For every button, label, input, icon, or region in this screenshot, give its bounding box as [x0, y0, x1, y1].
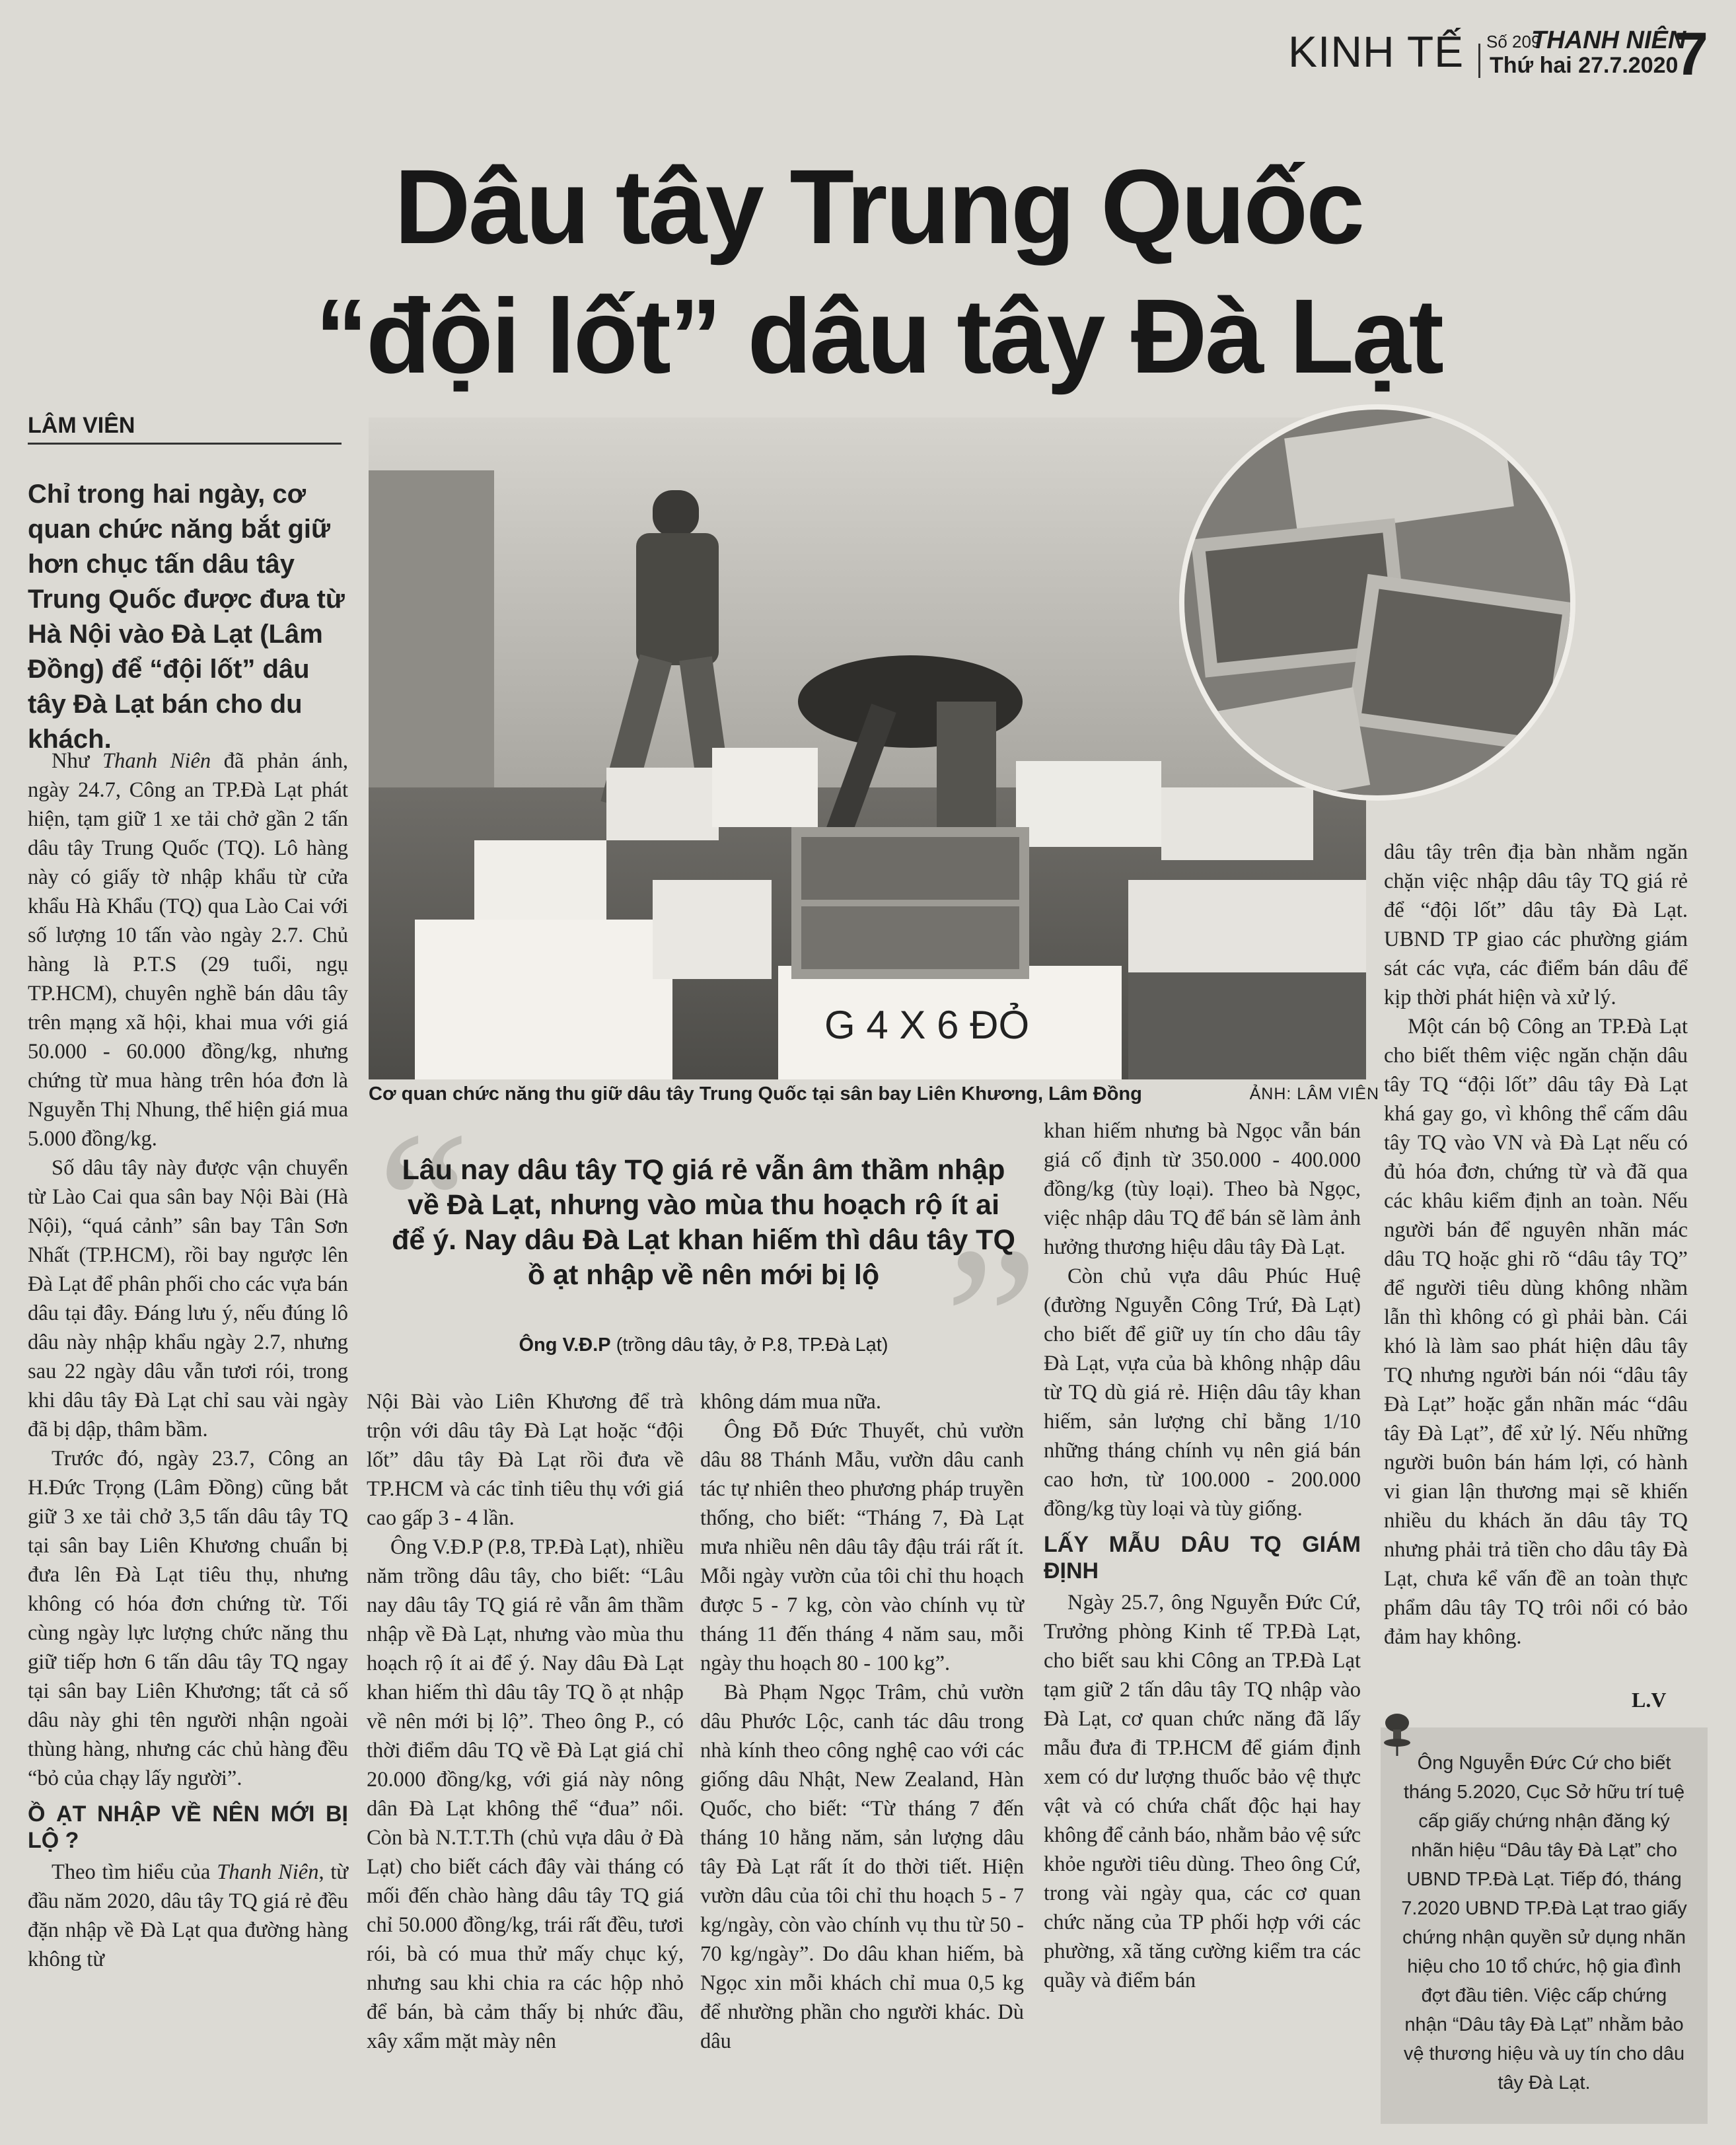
attribution-role: (trồng dâu tây, ở P.8, TP.Đà Lạt)	[616, 1334, 888, 1356]
photo-credit: ẢNH: LÂM VIÊN	[1249, 1085, 1379, 1103]
paragraph: Ngày 25.7, ông Nguyễn Đức Cứ, Trưởng phòng Kinh tế TP.Đà Lạt, cho biết sau khi Công an TP.Đà Lạt tạm giữ 2 tấn dâu tây TQ nhập vào Đà Lạt, cơ quan chức năng đã lấy mẫu đưa đi TP.HCM để giám định xem có dư lượng thuốc bảo vệ thực vật và có chứa chất độc hại hay không để cảnh báo, nhằm bảo vệ sức khỏe người tiêu dùng. Theo ông Cứ, trong vài ngày qua, các cơ quan chức năng của TP phối hợp với các phường, xã tăng cường kiểm tra các quầy và điểm bán	[1044, 1591, 1361, 1992]
push-pin-icon	[1377, 1711, 1417, 1757]
paragraph: dâu tây trên địa bàn nhằm ngăn chặn việc nhập dâu tây TQ giá rẻ để “đội lốt” dâu tây Đà Lạt. UBND TP giao các phường giám sát các vựa, các điểm bán dâu để kịp thời phát hiện và xử lý.	[1384, 840, 1688, 1009]
paragraph: Trước đó, ngày 23.7, Công an H.Đức Trọng (Lâm Đồng) cũng bắt giữ 3 xe tải chở 3,5 tấn dâu tây TQ tại sân bay Liên Khương chuẩn bị đưa lên Đà Lạt tiêu thụ, nhưng không có hóa đơn chứng từ. Tối cùng ngày lực lượng chức năng thu giữ tiếp hơn 6 tấn dâu tây TQ ngay tại sân bay Liên Khương; tất cả số dâu này ghi tên người nhận ngoài thùng hàng, nhưng các chủ hàng đều “bỏ của chạy lấy người”.	[28, 1447, 348, 1790]
paragraph: Ông Đỗ Đức Thuyết, chủ vườn dâu 88 Thánh Mẫu, vườn dâu canh tác tự nhiên theo phương pháp truyền thống, cho biết: “Tháng 7, Đà Lạt mưa nhiều nên dâu tây đậu trái rất ít. Mỗi ngày vườn của tôi chỉ thu hoạch được 5 - 7 kg, còn vào chính vụ từ tháng 11 đến tháng 4 năm sau, mỗi ngày thu hoạch 80 - 100 kg”.	[700, 1419, 1024, 1675]
newspaper-name: THANH NIÊN	[1531, 26, 1686, 54]
article-column-3	[700, 1387, 1024, 2056]
issue-number: Số 209	[1486, 32, 1541, 52]
section-label: KINH TẾ	[1288, 27, 1465, 76]
caption-text: Cơ quan chức năng thu giữ dâu tây Trung Quốc tại sân bay Liên Khương, Lâm Đồng	[369, 1083, 1142, 1105]
author-signature: L.V	[1632, 1688, 1667, 1712]
paragraph: Bà Phạm Ngọc Trâm, chủ vườn dâu Phước Lộc, canh tác dâu trong nhà kính theo công nghệ cao với các giống dâu Nhật, New Zealand, Hàn Quốc, cho biết: “Từ tháng 7 đến tháng 10 hằng năm, sản lượng dâu tây Đà Lạt rất ít do thời tiết. Hiện vườn dâu của tôi chỉ thu hoạch 5 - 7 kg/ngày, còn vào chính vụ thu từ 50 - 70 kg/ngày”. Do dâu khan hiếm, bà Ngọc xin mỗi khách chỉ mua 0,5 kg để nhường phần cho người khác. Dù dâu	[700, 1681, 1024, 2053]
lede: Chỉ trong hai ngày, cơ quan chức năng bắt giữ hơn chục tấn dâu tây Trung Quốc được đưa từ Hà Nội vào Đà Lạt (Lâm Đồng) để “đội lốt” dâu tây Đà Lạt bán cho du khách.	[28, 480, 345, 754]
paragraph: khan hiếm nhưng bà Ngọc vẫn bán giá cố định từ 350.000 - 400.000 đồng/kg (tùy loại). Theo bà Ngọc, việc nhập dâu TQ để bán sẽ làm ảnh hưởng thương hiệu dâu tây Đà Lạt.	[1044, 1119, 1361, 1259]
header-divider	[1478, 44, 1480, 78]
byline-rule	[28, 443, 342, 445]
subheading: Ồ ẠT NHẬP VỀ NÊN MỚI BỊ LỘ ?	[28, 1801, 348, 1853]
article-column-4	[1044, 1116, 1361, 1995]
text-run: , từ đầu năm 2020, dâu tây TQ giá rẻ đều đặn nhập về Đà Lạt qua đường hàng không từ	[28, 1860, 349, 1971]
inset-photo-strawberry-boxes	[1179, 404, 1575, 801]
photo-caption	[369, 1083, 1379, 1105]
headline	[251, 142, 1506, 401]
article-column-5	[1384, 838, 1688, 1652]
pull-quote: Lâu nay dâu tây TQ giá rẻ vẫn âm thầm nhập về Đà Lạt, nhưng vào mùa thu hoạch rộ ít ai để ý. Nay dâu Đà Lạt khan hiếm thì dâu tây TQ ồ ạt nhập về nên mới bị lộ	[392, 1154, 1015, 1291]
attribution-name: Ông V.Đ.P	[519, 1334, 611, 1356]
page-number: 7	[1675, 20, 1709, 88]
publication-name: Thanh Niên	[102, 749, 211, 773]
subheading: LẤY MẪU DÂU TQ GIÁM ĐỊNH	[1044, 1532, 1361, 1583]
quote-open-icon: “	[377, 1089, 471, 1323]
article-column-2	[367, 1387, 684, 2056]
sidebar-text: Ông Nguyễn Đức Cứ cho biết tháng 5.2020, Cục Sở hữu trí tuệ cấp giấy chứng nhận đăng ký nhãn hiệu “Dâu tây Đà Lạt” cho UBND TP.Đà Lạt. Tiếp đó, tháng 7.2020 UBND TP.Đà Lạt trao giấy chứng nhận quyền sử dụng nhãn hiệu cho 10 tổ chức, hộ gia đình đợt đầu tiên. Việc cấp chứng nhận “Dâu tây Đà Lạt” nhằm bảo vệ thương hiệu và uy tín cho dâu tây Đà Lạt.	[1401, 1753, 1687, 2093]
box-marking: G 4 X 6 ĐỎ	[824, 1003, 1030, 1047]
headline-line-2: “đội lốt” dâu tây Đà Lạt	[315, 277, 1442, 395]
issue-date: Thứ hai 27.7.2020	[1490, 53, 1679, 78]
paragraph	[28, 746, 348, 1153]
text-run: Theo tìm hiểu của	[52, 1860, 217, 1884]
headline-line-1: Dâu tây Trung Quốc	[394, 147, 1363, 266]
quote-close-icon: ”	[945, 1204, 1039, 1438]
publication-name: Thanh Niên	[217, 1860, 319, 1884]
byline: LÂM VIÊN	[28, 413, 135, 438]
sidebar-box	[1381, 1727, 1708, 2124]
paragraph: Còn chủ vựa dâu Phúc Huệ (đường Nguyễn Công Trứ, Đà Lạt) cho biết để giữ uy tín cho dâu tây Đà Lạt, vựa của bà không nhập dâu từ TQ dù giá rẻ. Hiện dâu tây khan hiếm, sản lượng chỉ bằng 1/10 những tháng chính vụ nên giá bán cao hơn, từ 100.000 - 200.000 đồng/kg tùy loại và tùy giống.	[1044, 1264, 1361, 1521]
pull-quote-attribution	[390, 1334, 1017, 1356]
paragraph: Một cán bộ Công an TP.Đà Lạt cho biết thêm việc ngăn chặn dâu tây TQ “đội lốt” dâu tây Đà Lạt khá gay go, vì không thể cấm dâu tây TQ vào VN và Đà Lạt nếu có đủ hóa đơn, chứng từ và đã qua các khâu kiểm định an toàn. Nếu người bán để nguyên nhãn mác dâu TQ hoặc ghi rõ “dâu tây TQ” để người tiêu dùng không nhầm lẫn thì không có gì phải bàn. Cái khó là làm sao phát hiện dâu tây TQ nhưng người bán nói “dâu tây Đà Lạt” hoặc gắn nhãn mác “dâu tây Đà Lạt”, để xử lý. Nếu những người buôn bán hám lợi, có hành vi gian lận thương mại sẽ khiến nhiều du khách ăn dâu tây TQ nhưng phải trả tiền cho dâu tây Đà Lạt, chưa kể vấn đề an toàn thực phẩm dâu tây TQ trôi nổi có bảo đảm hay không.	[1384, 1015, 1688, 1649]
text-run: đã phản ánh, ngày 24.7, Công an TP.Đà Lạt phát hiện, tạm giữ 1 xe tải chở gần 2 tấn dâu tây Trung Quốc (TQ). Lô hàng này có giấy tờ nhập khẩu từ cửa khẩu Hà Khẩu (TQ) qua Lào Cai với số lượng 10 tấn vào ngày 2.7. Chủ hàng là P.T.S (29 tuổi, ngụ TP.HCM), chuyên nghề bán dâu tây trên mạng xã hội, khai mua với giá 50.000 - 60.000 đồng/kg, nhưng chứng từ mua hàng trên hóa đơn là Nguyễn Thị Nhung, thể hiện giá mua 5.000 đồng/kg.	[28, 749, 348, 1151]
paragraph: Ông V.Đ.P (P.8, TP.Đà Lạt), nhiều năm trồng dâu tây, cho biết: “Lâu nay dâu tây TQ giá rẻ vẫn âm thầm nhập về Đà Lạt, nhưng vào mùa thu hoạch rộ ít ai để ý. Nay dâu Đà Lạt khan hiếm thì dâu tây TQ ồ ạt nhập về nên mới bị lộ”. Theo ông P., có thời điểm dâu TQ về Đà Lạt giá chỉ 20.000 đồng/kg, với giá này nông dân Đà Lạt không thể “đua” nổi. Còn bà N.T.T.Th (chủ vựa dâu ở Đà Lạt) cho biết cách đây vài tháng có mối đến chào hàng dâu tây TQ giá chỉ 50.000 đồng/kg, trái rất đều, tươi rói, bà có mua thử mấy chục ký, nhưng sau khi chia ra các hộp nhỏ để bán, bà cảm thấy bị nhức đầu, xây xẩm mặt mày nên	[367, 1535, 684, 2053]
inset-illustration	[1184, 410, 1575, 801]
paragraph: không dám mua nữa.	[700, 1390, 881, 1414]
paragraph: Nội Bài vào Liên Khương để trà trộn với dâu tây Đà Lạt hoặc “đội lốt” dâu tây Đà Lạt rồi đưa về TP.HCM và các tỉnh tiêu thụ với giá cao gấp 3 - 4 lần.	[367, 1390, 684, 1530]
paragraph	[28, 1858, 348, 1974]
article-column-1	[28, 746, 348, 1974]
text-run: Như	[52, 749, 102, 773]
paragraph: Số dâu tây này được vận chuyển từ Lào Cai qua sân bay Nội Bài (Hà Nội), “quá cảnh” sân bay Tân Sơn Nhất (TP.HCM), rồi bay ngược lên Đà Lạt để phân phối cho các vựa bán dâu tại đây. Đáng lưu ý, nếu đúng lô dâu này nhập khẩu ngày 2.7, nhưng sau 22 ngày dâu vẫn tươi rói, trong khi dâu tây Đà Lạt chỉ sau vài ngày đã bị dập, thâm bầm.	[28, 1156, 348, 1441]
